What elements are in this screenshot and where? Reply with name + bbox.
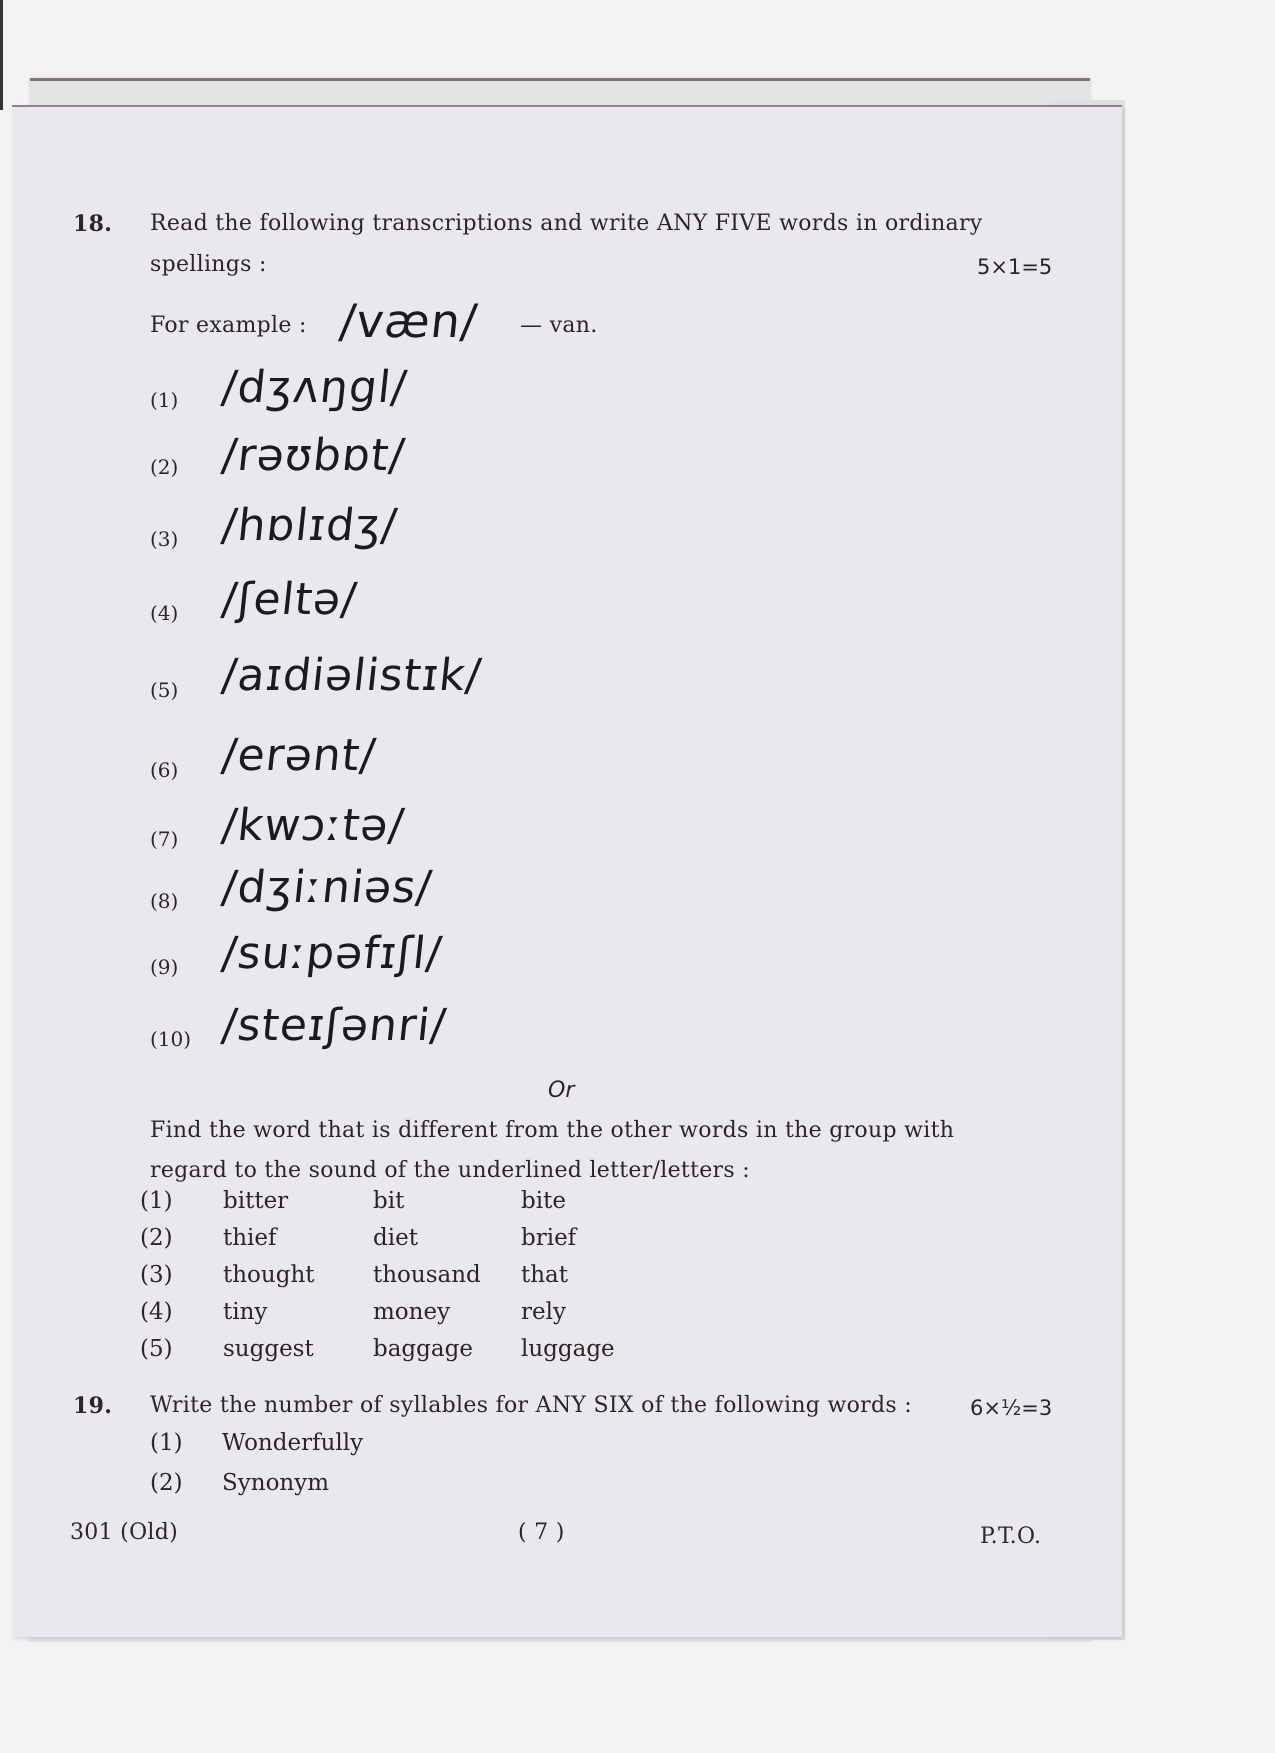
word-cell: suggest <box>223 1336 314 1362</box>
q18-item-num: (6) <box>150 758 179 782</box>
q18-item-num: (10) <box>150 1027 192 1051</box>
table-row <box>140 1336 615 1373</box>
word-cell: that <box>521 1262 569 1288</box>
q19-item-num: (1) <box>150 1430 183 1456</box>
word-group-table <box>140 1188 615 1373</box>
word-cell: baggage <box>373 1336 473 1362</box>
q18-instruction-line1: Read the following transcriptions and write ANY FIVE words in ordinary <box>150 211 983 236</box>
row-number: (2) <box>140 1225 173 1251</box>
q18-item-transcription: /erənt/ <box>219 730 379 781</box>
q18-item-num: (3) <box>150 527 179 551</box>
page-number: ( 7 ) <box>518 1520 565 1545</box>
q18-item-num: (2) <box>150 455 179 479</box>
word-cell: brief <box>521 1225 577 1251</box>
word-cell: rely <box>521 1299 566 1325</box>
word-cell: luggage <box>521 1336 615 1362</box>
word-cell: money <box>373 1299 451 1325</box>
q19-item-word: Wonderfully <box>222 1430 364 1456</box>
word-cell: bitter <box>223 1188 289 1214</box>
q18-item-num: (7) <box>150 827 179 851</box>
word-cell: bite <box>521 1188 566 1214</box>
word-cell: thousand <box>373 1262 481 1288</box>
word-cell: thought <box>223 1262 315 1288</box>
q18-item-num: (5) <box>150 678 179 702</box>
q18-number: 18. <box>73 211 113 237</box>
q18-item-transcription: /steɪʃənri/ <box>219 1000 449 1051</box>
q18-item-transcription: /rəʊbɒt/ <box>219 430 408 481</box>
q18-item-transcription: /aɪdiəlistɪk/ <box>219 650 485 701</box>
row-number: (3) <box>140 1262 173 1288</box>
table-row <box>140 1188 615 1225</box>
q19-item-num: (2) <box>150 1470 183 1496</box>
q18-marks: 5×1=5 <box>977 255 1053 279</box>
scan-edge <box>0 0 3 110</box>
pto-label: P.T.O. <box>980 1524 1042 1549</box>
row-number: (5) <box>140 1336 173 1362</box>
q18-item-num: (4) <box>150 601 179 625</box>
q18-item-num: (8) <box>150 889 179 913</box>
word-cell: bit <box>373 1188 405 1214</box>
q19-marks: 6×½=3 <box>970 1396 1053 1420</box>
word-cell: tiny <box>223 1299 268 1325</box>
alt-instruction-line2: regard to the sound of the underlined letter/letters : <box>150 1158 750 1183</box>
word-cell: thief <box>223 1225 277 1251</box>
table-row <box>140 1299 615 1336</box>
row-number: (1) <box>140 1188 173 1214</box>
q18-item-transcription: /ʃeltə/ <box>219 574 360 625</box>
q18-item-transcription: /dʒʌŋgl/ <box>219 362 410 413</box>
q18-item-num: (1) <box>150 388 179 412</box>
example-answer: — van. <box>520 313 598 338</box>
paper-code: 301 (Old) <box>70 1520 179 1545</box>
q18-instruction-line2: spellings : <box>150 252 267 277</box>
example-transcription: /væn/ <box>337 294 481 348</box>
q19-instruction: Write the number of syllables for ANY SIX of the following words : <box>150 1393 912 1418</box>
q18-item-transcription: /hɒlɪdʒ/ <box>219 500 401 551</box>
q19-item-word: Synonym <box>222 1470 330 1496</box>
word-cell: diet <box>373 1225 418 1251</box>
q18-item-num: (9) <box>150 955 179 979</box>
q18-item-transcription: /suːpəfɪʃl/ <box>219 928 445 979</box>
table-row <box>140 1262 615 1299</box>
q18-item-transcription: /kwɔːtə/ <box>219 800 408 851</box>
row-number: (4) <box>140 1299 173 1325</box>
q19-number: 19. <box>73 1393 113 1419</box>
or-separator: Or <box>548 1078 575 1103</box>
table-row <box>140 1225 615 1262</box>
example-label: For example : <box>150 313 307 338</box>
q18-item-transcription: /dʒiːniəs/ <box>219 862 435 913</box>
alt-instruction-line1: Find the word that is different from the other words in the group with <box>150 1118 955 1143</box>
